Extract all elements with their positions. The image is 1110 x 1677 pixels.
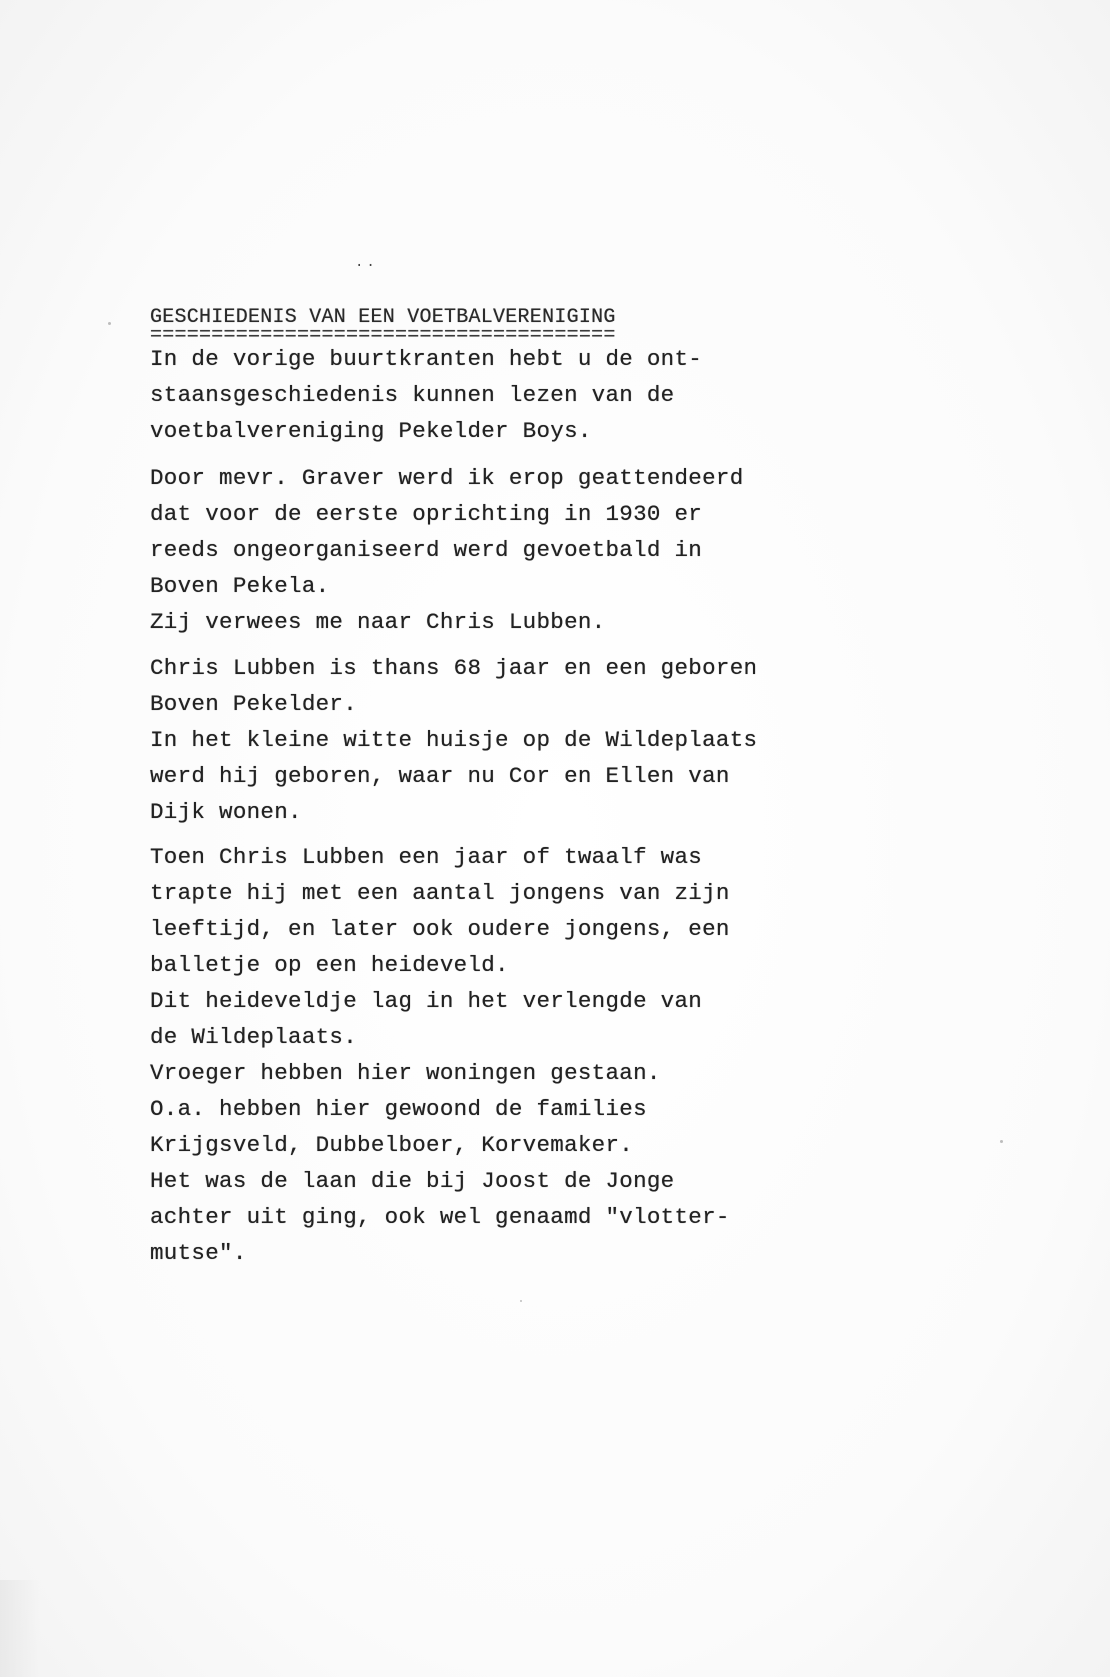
- decoration-dots: ..: [355, 255, 378, 271]
- text-line: reeds ongeorganiseerd werd gevoetbald in: [150, 537, 703, 563]
- text-line: In de vorige buurtkranten hebt u de ont-: [150, 346, 703, 372]
- text-line: Krijgsveld, Dubbelboer, Korvemaker.: [150, 1132, 634, 1158]
- text-line: Chris Lubben is thans 68 jaar en een geboren: [150, 655, 758, 681]
- text-line: In het kleine witte huisje op de Wildeplaats: [150, 727, 758, 753]
- text-line: trapte hij met een aantal jongens van zijn: [150, 880, 730, 906]
- text-line: dat voor de eerste oprichting in 1930 er: [150, 501, 703, 527]
- scan-edge-shadow: [0, 1580, 40, 1677]
- text-line: de Wildeplaats.: [150, 1024, 358, 1050]
- title-underline: ======================================: [150, 324, 616, 347]
- text-line: mutse".: [150, 1240, 247, 1266]
- paragraph-4: [150, 839, 730, 1271]
- text-line: achter uit ging, ook wel genaamd "vlotter-: [150, 1204, 730, 1230]
- paragraph-1: [150, 341, 702, 449]
- text-line: Dit heideveldje lag in het verlengde van: [150, 988, 703, 1014]
- scan-speck: [1000, 1140, 1003, 1143]
- text-line: Het was de laan die bij Joost de Jonge: [150, 1168, 675, 1194]
- document-title: GESCHIEDENIS VAN EEN VOETBALVERENIGING: [150, 306, 616, 329]
- text-line: Door mevr. Graver werd ik erop geattendeerd: [150, 465, 744, 491]
- text-line: Toen Chris Lubben een jaar of twaalf was: [150, 844, 703, 870]
- text-line: leeftijd, en later ook oudere jongens, een: [150, 916, 730, 942]
- text-line: werd hij geboren, waar nu Cor en Ellen van: [150, 763, 730, 789]
- scan-speck: [520, 1300, 522, 1302]
- text-line: Boven Pekela.: [150, 573, 330, 599]
- text-line: O.a. hebben hier gewoond de families: [150, 1096, 647, 1122]
- text-line: Zij verwees me naar Chris Lubben.: [150, 609, 606, 635]
- text-line: staansgeschiedenis kunnen lezen van de: [150, 382, 675, 408]
- text-line: balletje op een heideveld.: [150, 952, 509, 978]
- text-line: Boven Pekelder.: [150, 691, 358, 717]
- text-line: Dijk wonen.: [150, 799, 302, 825]
- text-line: Vroeger hebben hier woningen gestaan.: [150, 1060, 661, 1086]
- paragraph-3: [150, 650, 757, 830]
- scan-speck: [108, 322, 111, 325]
- paragraph-2: [150, 460, 744, 640]
- text-line: voetbalvereniging Pekelder Boys.: [150, 418, 592, 444]
